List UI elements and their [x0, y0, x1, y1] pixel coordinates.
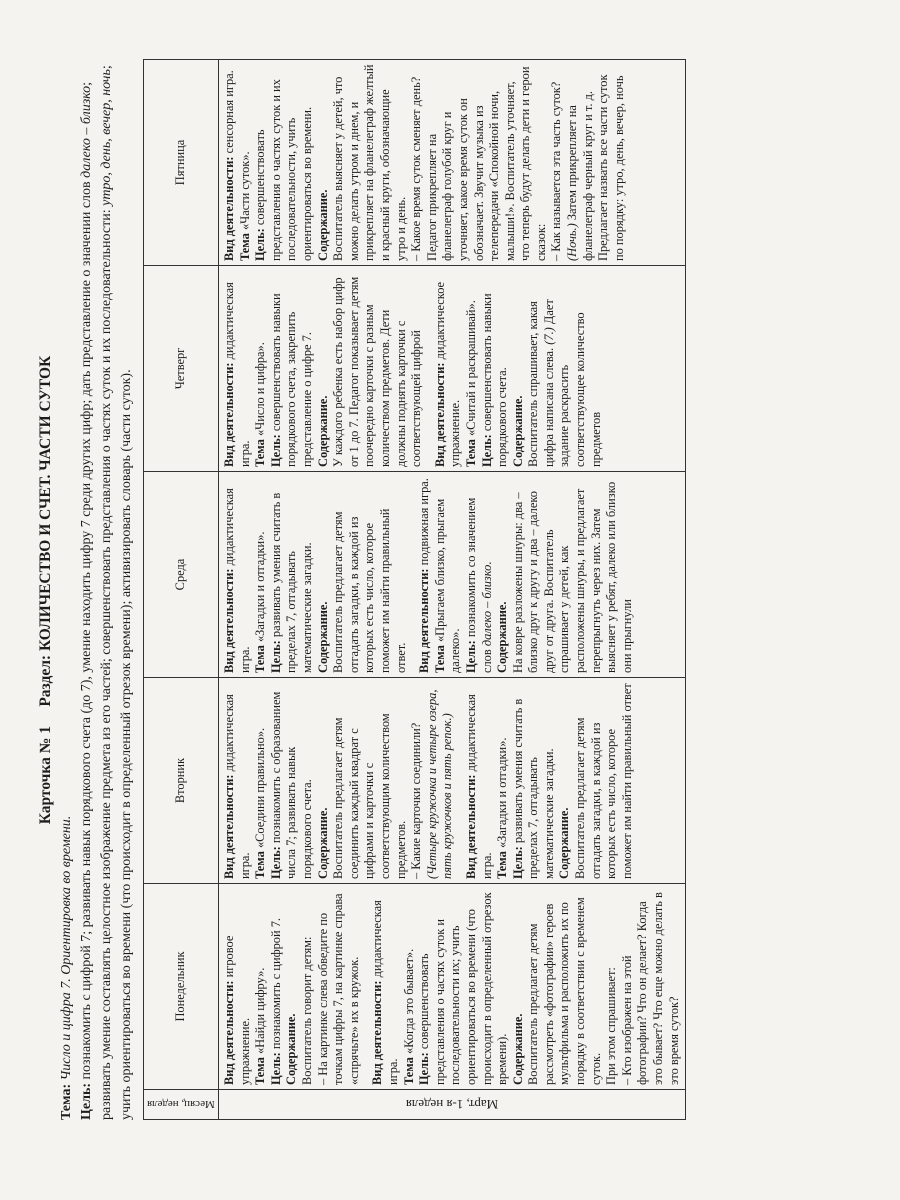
table-row — [219, 60, 686, 1120]
tuesday-cell: Вид деятельности: дидактическая игра. Тема «Соедини правильно». Цель: познакомить с образованием числа 7; развивать навык порядкового счета. Содержание. Воспитатель предлагает детям соединить каждый квадрат с цифрами и карточки с соответствующим количеством предметов. – Какие карточки соединили? (Четыре кружочка и четыре озера, пять кружочков и пять репок.) Вид деятельности: дидактическая игра. Тема «Загадки и отгадки». Цель: развивать умения считать в пределах 7, отгадывать математические загадки. Содержание. Воспитатель предлагает детям отгадать загадки, в каждой из которых есть число, которое поможет им найти правильный ответ — [219, 678, 686, 884]
goal-text-2: ; развивать умение составлять целостное изображение предмета из его частей; совершенствовать представления о частях суток и их последовательности: — [79, 81, 114, 1120]
goal-italic-2: утро, день, вечер, ночь — [99, 69, 114, 206]
thursday-cell: Вид деятельности: дидактическая игра. Тема «Число и цифра». Цель: совершенствовать навыки порядкового счета, закрепить представление о цифре 7. Содержание. У каждого ребенка есть набор цифр от 1 до 7. Педагог показывает детям поочередно карточки с разным количеством предметов. Дети должны поднять карточки с соответствующей цифрой Вид деятельности: дидактическое упражнение. Тема «Считай и раскрашивай». Цель: совершенствовать навыки порядкового счета. Содержание. Воспитатель спрашивает, какая цифра написана слева. (7.) Дает задание раскрасить соответствующее количество предметов — [219, 266, 686, 472]
friday-cell: Вид деятельности: сенсорная игра. Тема «Части суток». Цель: совершенствовать представления о частях суток и их последовательности, учить ориентироваться во времени. Содержание. Воспитатель выясняет у детей, что можно делать утром и днем, и прикрепляет на фланелеграф желтый и красный круги, обозначающие утро и день. – Какое время суток сменяет день? Педагог прикрепляет на фланелеграф голубой круг и уточняет, какое время суток он обозначает. Звучит музыка из телепередачи «Спокойной ночи, малыши!». Воспитатель уточняет, что теперь будут делать дети и герои сказок: – Как называется эта часть суток? (Ночь.) Затем прикрепляет на фланелеграф черный круг и т. д. Предлагает назвать все части суток по порядку: утро, день, вечер, ночь — [219, 60, 686, 266]
header-friday: Пятница — [144, 60, 219, 266]
card-heading — [35, 60, 57, 1120]
section-label: Раздел: — [37, 654, 54, 707]
goal-text-3: ; учить ориентироваться во времени (что происходит в определенный отрезок времени); активизировать словарь (части суток). — [99, 65, 134, 1120]
goal-label: Цель: — [79, 1082, 94, 1120]
header-thursday: Четверг — [144, 266, 219, 472]
wednesday-cell: Вид деятельности: дидактическая игра. Тема «Загадки и отгадки». Цель: развивать умения считать в пределах 7, отгадывать математические загадки. Содержание. Воспитатель предлагает детям отгадать загадки, в каждой из которых есть число, которое поможет им найти правильный ответ. Вид деятельности: подвижная игра. Тема «Прыгаем близко, прыгаем далеко». Цель: познакомить со значением слов далеко – близко. Содержание. На ковре разложены шнуры: два – близко друг к другу и два – далеко друг от друга. Воспитатель спрашивает у детей, как расположены шнуры, и предлагает перепрыгнуть через них. Затем выясняет у ребят, далеко или близко они прыгнули — [219, 472, 686, 678]
topic-label: Тема: — [59, 1083, 74, 1120]
header-tuesday: Вторник — [144, 678, 219, 884]
card-number: Карточка № 1 — [37, 726, 54, 825]
header-wednesday: Среда — [144, 472, 219, 678]
goal-paragraph — [77, 60, 137, 1120]
header-month-week: Месяц, неделя — [144, 1090, 219, 1120]
topic-text: Число и цифра 7. Ориентировка во времени. — [59, 815, 74, 1081]
monday-cell: Вид деятельности: игровое упражнение. Тема «Найди цифру». Цель: познакомить с цифрой 7. Содержание. Воспитатель говорит детям: – На картинке слева обведите по точкам цифры 7, на картинке справа «спрячьте» их в кружок. Вид деятельности: дидактическая игра. Тема «Когда это бывает». Цель: совершенствовать представления о частях суток и последовательности их; учить ориентироваться во времени (что происходит в определенный отрезок времени). Содержание. Воспитатель предлагает детям рассмотреть «фотографии» героев мультфильма и расположить их по порядку в соответствии с временем суток. При этом спрашивает: – Кто изображен на этой фотографии? Что он делает? Когда это бывает? Что еще можно делать в это время суток? — [219, 884, 686, 1090]
week-cell — [219, 1090, 686, 1120]
topic-line — [57, 60, 77, 1120]
header-monday: Понедельник — [144, 884, 219, 1090]
goal-text-1: познакомить с цифрой 7; развивать навык порядкового счета (до 7), умение находить цифру 7 среди других цифр; дать представление о значении слов — [79, 177, 94, 1080]
week-label: Март, 1-я неделя — [405, 1097, 499, 1113]
goal-italic-1: далеко – близко — [79, 85, 94, 178]
section-name: КОЛИЧЕСТВО И СЧЕТ. ЧАСТИ СУТОК — [37, 355, 54, 652]
table-header-row — [144, 60, 219, 1120]
card-content — [35, 60, 885, 1120]
weekly-plan-table — [143, 59, 686, 1120]
